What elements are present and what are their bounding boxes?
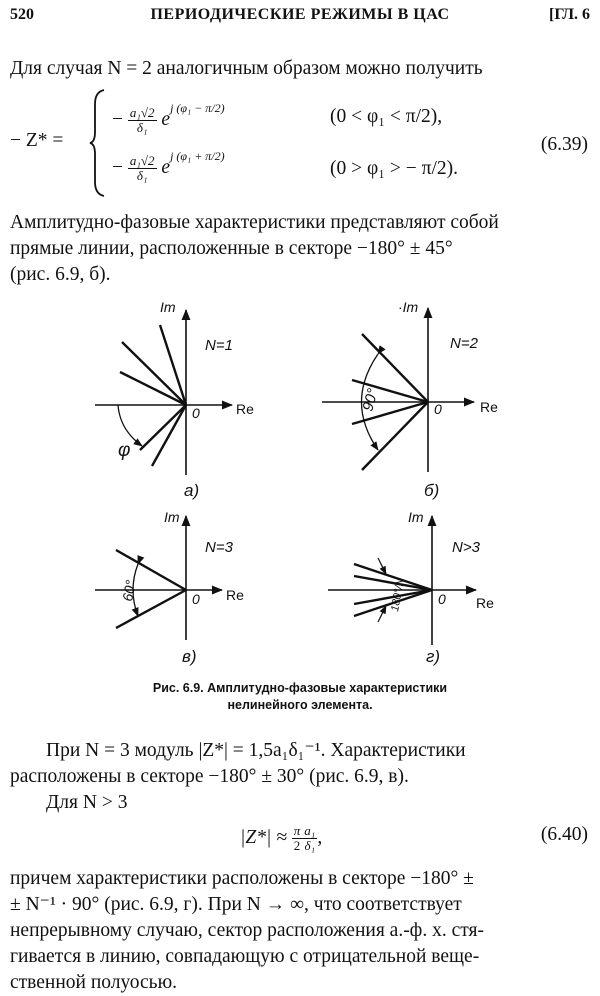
- text-line: ± N⁻¹ · 90° (рис. 6.9, г). При N → ∞, что соответствует: [10, 894, 462, 915]
- origin-label: 0: [192, 591, 200, 607]
- minus-sign: −: [112, 109, 123, 130]
- im-label: ·Im: [398, 299, 419, 315]
- n-label: N=2: [450, 335, 478, 352]
- equation-row-1: [112, 100, 225, 140]
- angle-label: 90°: [359, 386, 382, 414]
- intro-paragraph: [10, 56, 590, 82]
- text-line: причем характеристики расположены в секторе −180° ±: [10, 868, 474, 889]
- denominator: δ₁: [304, 837, 316, 853]
- running-title: ПЕРИОДИЧЕСКИЕ РЕЖИМЫ В ЦАС: [150, 6, 450, 23]
- n-label: N=3: [205, 539, 233, 556]
- exponent-power: j (φ₁ + π/2): [170, 148, 225, 163]
- panel-a: [95, 310, 232, 475]
- text-line: ственной полуосью.: [10, 972, 178, 993]
- denominator: δ₁: [136, 167, 148, 183]
- text-line: гивается в линию, совпадающую с отрицательной веще-: [10, 946, 480, 967]
- angle-label: 60°: [119, 578, 139, 603]
- text-line: При N = 3 модуль |Z*| = 1,5a₁δ₁⁻¹. Характеристики: [46, 740, 466, 761]
- paragraph-n-greater-3: [10, 790, 590, 816]
- panel-letter: г): [426, 647, 441, 666]
- numerator: π: [293, 822, 301, 838]
- text-line: непрерывному случаю, сектор расположения а.-ф. х. стя-: [10, 920, 484, 941]
- im-label: Im: [408, 509, 424, 525]
- numerator: a₁: [304, 822, 316, 838]
- numerator: a₁√2: [129, 152, 155, 168]
- equation-number: (6.39): [540, 134, 588, 155]
- figure-caption: [0, 680, 600, 714]
- im-label: Im: [160, 299, 176, 315]
- caption-line: нелинейного элемента.: [227, 698, 373, 712]
- im-label: Im: [164, 509, 180, 525]
- n-label: N>3: [452, 539, 480, 556]
- condition-row-1: (0 < φ₁ < π/2),: [330, 106, 443, 127]
- text-line: расположены в секторе −180° ± 30° (рис. 6.9, в).: [10, 766, 409, 787]
- fraction: [128, 154, 157, 183]
- left-brace-icon: [88, 88, 108, 198]
- condition-row-2: (0 > φ₁ > − π/2).: [330, 158, 459, 179]
- origin-label: 0: [192, 405, 200, 421]
- numerator: a₁√2: [129, 104, 155, 120]
- text-line: (рис. 6.9, б).: [10, 264, 111, 285]
- equation-lhs: − Z* =: [10, 130, 64, 151]
- fraction: [302, 824, 317, 853]
- running-header: [10, 6, 590, 30]
- page-number: 520: [10, 6, 34, 23]
- origin-label: 0: [434, 401, 442, 417]
- chapter-label: [ГЛ. 6: [548, 6, 590, 23]
- text-line: Для случая N = 2 аналогичным образом можно получить: [10, 58, 483, 79]
- angle-label: φ: [118, 440, 131, 461]
- panel-letter: б): [424, 481, 440, 500]
- panel-c: [95, 516, 222, 640]
- paragraph-sectors: [10, 210, 590, 288]
- characteristic-line: [152, 405, 186, 466]
- comma: ,: [317, 827, 323, 848]
- text-line: Для N > 3: [46, 792, 128, 813]
- paragraph-n3: [10, 738, 590, 790]
- origin-label: 0: [438, 591, 446, 607]
- panel-b: [322, 308, 474, 472]
- fraction: [292, 824, 303, 853]
- re-label: Re: [226, 587, 244, 603]
- figure-6-9: [0, 290, 600, 680]
- angle-label: 180°/N: [389, 577, 407, 613]
- exponent-base: e: [161, 157, 171, 178]
- paragraph-limit: [10, 866, 590, 996]
- n-label: N=1: [205, 337, 233, 354]
- equation-number: (6.40): [540, 824, 588, 845]
- panel-letter: в): [182, 647, 197, 666]
- panel-d-labels: [389, 509, 494, 666]
- text-line: Амплитудно-фазовые характеристики представляют собой: [10, 212, 499, 233]
- re-label: Re: [480, 399, 498, 415]
- equation-body: [240, 816, 322, 860]
- re-label: Re: [476, 595, 494, 611]
- exponent-power: j (φ₁ − π/2): [170, 100, 225, 115]
- minus-sign: −: [112, 157, 123, 178]
- panel-letter: а): [184, 481, 200, 500]
- denominator: δ₁: [136, 119, 148, 135]
- denominator: 2: [293, 837, 301, 853]
- equation-lhs: |Z*| ≈: [240, 827, 287, 848]
- equation-row-2: [112, 148, 225, 188]
- exponent-base: e: [161, 109, 171, 130]
- re-label: Re: [236, 401, 254, 417]
- characteristic-line: [140, 405, 186, 450]
- fraction: [128, 106, 157, 135]
- text-line: прямые линии, расположенные в секторе −180° ± 45°: [10, 238, 453, 259]
- caption-line: Рис. 6.9. Амплитудно-фазовые характеристики: [152, 681, 448, 695]
